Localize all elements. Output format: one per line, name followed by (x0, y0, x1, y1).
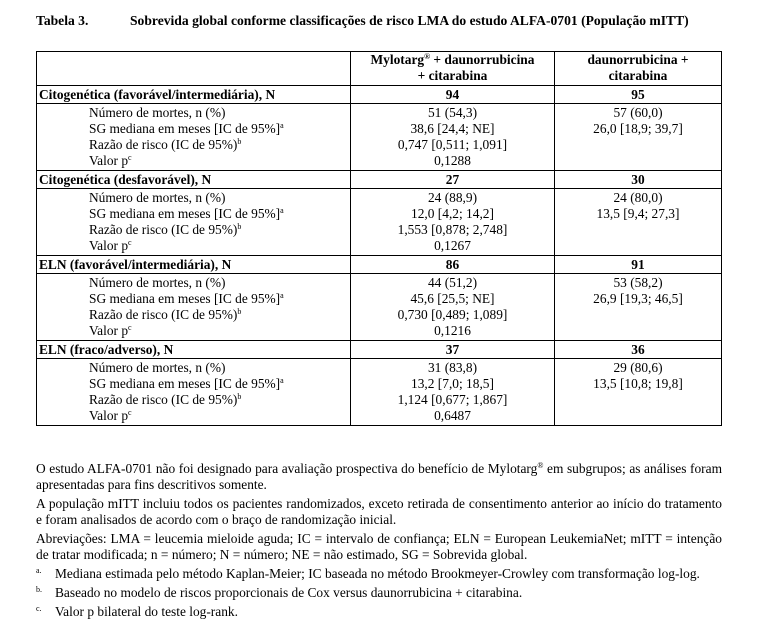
value-p: 0,6487 (434, 408, 471, 423)
value-hr: 1,553 [0,878; 2,748] (397, 222, 508, 237)
control-values (555, 189, 722, 256)
detail-labels (37, 104, 351, 171)
mylotarg-values (351, 274, 555, 341)
value-p: 0,1216 (434, 323, 471, 338)
value-deaths2: 24 (80,0) (613, 190, 663, 205)
control-values (555, 359, 722, 426)
value-deaths2: 53 (58,2) (613, 275, 663, 290)
group-n-mylotarg: 27 (351, 171, 555, 189)
footnote (36, 585, 722, 601)
table-caption (36, 12, 726, 30)
mylotarg-values (351, 104, 555, 171)
value-p: 0,1288 (434, 153, 471, 168)
table-number: Tabela 3. (36, 13, 89, 28)
group-n-control: 95 (555, 86, 722, 104)
survival-table (36, 51, 722, 426)
value-median2: 26,0 [18,9; 39,7] (593, 121, 683, 136)
group-label: Citogenética (desfavorável), N (37, 171, 351, 189)
footnote-text: Mediana estimada pelo método Kaplan-Meier; IC baseada no método Brookmeyer-Crowley com transformação log-log. (55, 566, 700, 581)
value-deaths1: 44 (51,2) (427, 275, 478, 290)
detail-label-deaths: Número de mortes, n (%) (89, 275, 226, 290)
group-detail-row (37, 359, 722, 426)
footnote-text: Valor p bilateral do teste log-rank. (55, 604, 238, 619)
value-hr: 0,730 [0,489; 1,089] (397, 307, 508, 322)
detail-labels (37, 359, 351, 426)
value-deaths1: 31 (83,8) (427, 360, 478, 375)
value-median2: 13,5 [10,8; 19,8] (593, 376, 683, 391)
value-median2: 26,9 [19,3; 46,5] (593, 291, 683, 306)
footnote-text: Baseado no modelo de riscos proporcionais de Cox versus daunorrubicina + citarabina. (55, 585, 523, 600)
group-n-control: 30 (555, 171, 722, 189)
value-median1: 13,2 [7,0; 18,5] (411, 376, 494, 391)
value-p: 0,1267 (434, 238, 471, 253)
mylotarg-values (351, 189, 555, 256)
group-detail-row (37, 189, 722, 256)
detail-label-hr: Razão de risco (IC de 95%)$^b$ (89, 137, 242, 152)
footnote (36, 566, 722, 582)
header-control-arm: daunorrubicina + citarabina (555, 52, 722, 86)
value-median1: 12,0 [4,2; 14,2] (411, 206, 494, 221)
group-detail-row (37, 104, 722, 171)
group-label: Citogenética (favorável/intermediária), N (37, 86, 351, 104)
detail-labels (37, 189, 351, 256)
detail-label-p: Valor $p^c$ (89, 153, 132, 168)
detail-label-p: Valor $p^c$ (89, 238, 132, 253)
value-median1: 38,6 [24,4; NE] (410, 121, 495, 136)
detail-label-deaths: Número de mortes, n (%) (89, 105, 226, 120)
detail-label-hr: Razão de risco (IC de 95%)$^b$ (89, 222, 242, 237)
value-deaths2: 57 (60,0) (613, 105, 663, 120)
detail-label-median: SG mediana em meses [IC de 95%]$^a$ (89, 121, 284, 136)
value-deaths1: 24 (88,9) (427, 190, 478, 205)
detail-label-p: Valor $p^c$ (89, 323, 132, 338)
detail-label-median: SG mediana em meses [IC de 95%]$^a$ (89, 376, 284, 391)
group-header-row (37, 341, 722, 359)
detail-label-p: Valor $p^c$ (89, 408, 132, 423)
detail-label-median: SG mediana em meses [IC de 95%]$^a$ (89, 206, 284, 221)
note-study-design: O estudo ALFA-0701 não foi designado para avaliação prospectiva do benefício de Mylotarg® em subgrupos; as análises foram apresentadas para fins descritivos somente. (36, 461, 722, 492)
table-notes (36, 461, 722, 623)
header-empty-cell (37, 52, 351, 86)
value-median2: 13,5 [9,4; 27,3] (596, 206, 680, 221)
detail-label-deaths: Número de mortes, n (%) (89, 360, 226, 375)
group-n-control: 91 (555, 256, 722, 274)
footnote-mark: a. (36, 566, 42, 575)
group-n-mylotarg: 37 (351, 341, 555, 359)
footnote (36, 604, 722, 620)
note-population: A população mITT incluiu todos os pacientes randomizados, exceto retirada de consentimento anterior ao início do tratamento e foram analisados de acordo com o braço de randomização inicial. (36, 496, 722, 527)
group-header-row (37, 256, 722, 274)
group-n-control: 36 (555, 341, 722, 359)
note-abbreviations: Abreviações: LMA = leucemia mieloide aguda; IC = intervalo de confiança; ELN = European LeukemiaNet; mITT = intenção de tratar modificada; n = número; N = número; NE = não estimado, SG = Sobrevida global. (36, 531, 722, 562)
detail-label-median: SG mediana em meses [IC de 95%]$^a$ (89, 291, 284, 306)
value-hr: 0,747 [0,511; 1,091] (397, 137, 508, 152)
group-label: ELN (favorável/intermediária), N (37, 256, 351, 274)
group-label: ELN (fraco/adverso), N (37, 341, 351, 359)
table-title: Sobrevida global conforme classificações de risco LMA do estudo ALFA-0701 (População mITT) (130, 13, 689, 28)
value-deaths2: 29 (80,6) (613, 360, 663, 375)
detail-labels (37, 274, 351, 341)
value-deaths1: 51 (54,3) (427, 105, 478, 120)
table-header-row (37, 52, 722, 86)
header-mylotarg-arm: Mylotarg® + daunorrubicina + citarabina (351, 52, 555, 86)
mylotarg-values (351, 359, 555, 426)
group-header-row (37, 86, 722, 104)
value-hr: 1,124 [0,677; 1,867] (397, 392, 508, 407)
detail-label-deaths: Número de mortes, n (%) (89, 190, 226, 205)
footnote-mark: b. (36, 585, 42, 594)
group-n-mylotarg: 94 (351, 86, 555, 104)
detail-label-hr: Razão de risco (IC de 95%)$^b$ (89, 392, 242, 407)
control-values (555, 274, 722, 341)
group-detail-row (37, 274, 722, 341)
value-median1: 45,6 [25,5; NE] (410, 291, 495, 306)
footnote-mark: c. (36, 604, 42, 613)
group-header-row (37, 171, 722, 189)
detail-label-hr: Razão de risco (IC de 95%)$^b$ (89, 307, 242, 322)
control-values (555, 104, 722, 171)
group-n-mylotarg: 86 (351, 256, 555, 274)
